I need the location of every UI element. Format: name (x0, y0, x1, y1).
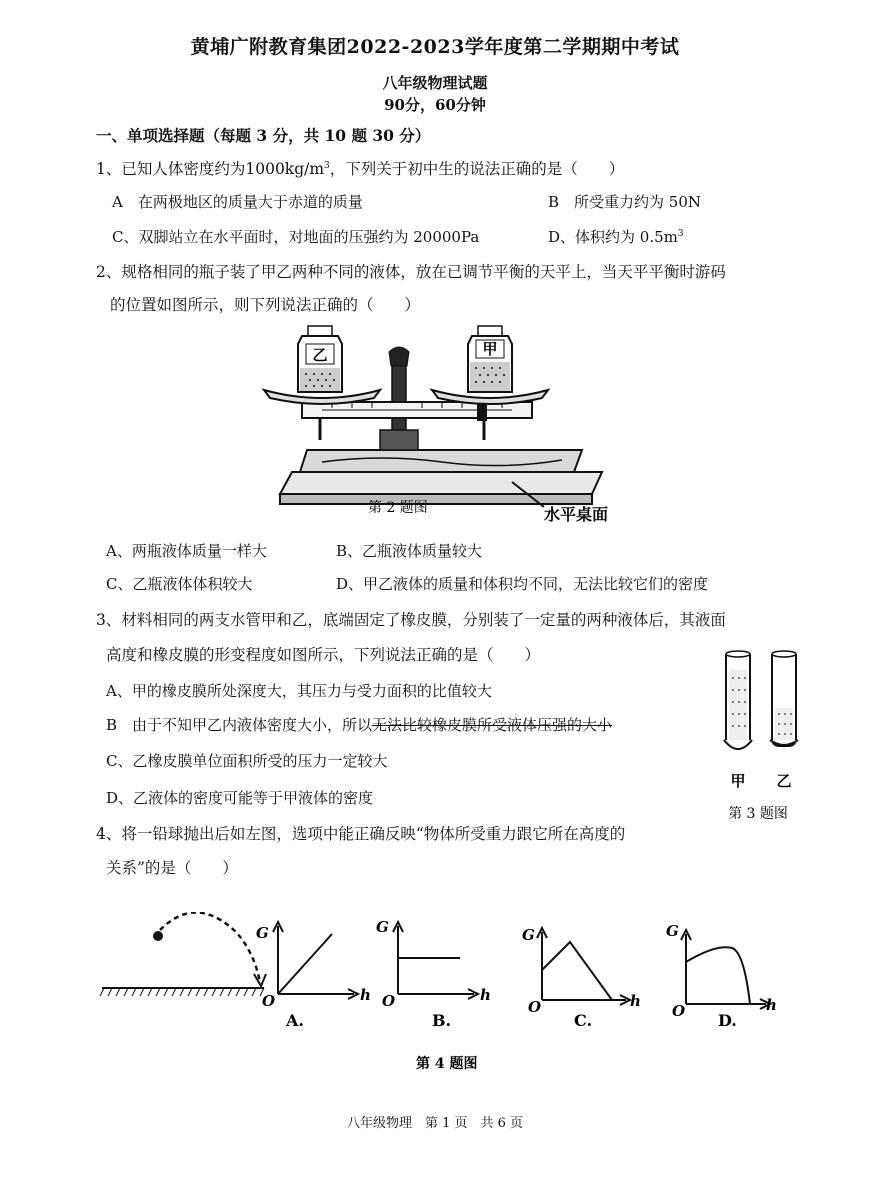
question-1-option-d (548, 226, 684, 247)
question-1-option-d-text: D、体积约为 0.5m (548, 228, 678, 246)
table-surface (280, 472, 602, 494)
balance-figure (262, 322, 632, 532)
bottle-left (298, 326, 342, 392)
question-2-option-b: B、乙瓶液体质量较大 (336, 542, 483, 560)
question-3-stem-line1: 3、材料相同的两支水管甲和乙，底端固定了橡皮膜，分别装了一定量的两种液体后，其液面 (96, 611, 726, 629)
graph-c-axis-y: G (522, 926, 535, 944)
graph-a-axis-y: G (256, 924, 269, 942)
graph-d-origin: O (672, 1002, 686, 1020)
question-1-stem-sup: 3 (324, 160, 330, 171)
exam-subtitle: 八年级物理试题 (382, 74, 488, 92)
question-2-option-a: A、两瓶液体质量一样大 (106, 542, 267, 560)
graph-d-axis-y: G (666, 922, 679, 940)
throw-scene (100, 912, 266, 996)
balance-pointer-top (389, 347, 409, 366)
question-3-stem-line2: 高度和橡皮膜的形变程度如图所示，下列说法正确的是（ ） (106, 646, 541, 664)
question-1-option-b: B 所受重力约为 50N (548, 193, 702, 211)
tube-right (770, 651, 798, 746)
figure-3-caption: 第 3 题图 (728, 806, 788, 822)
graph-b-origin: O (382, 992, 396, 1010)
shot-put-ball (153, 931, 163, 941)
balance-base (300, 450, 582, 472)
graph-a-curve (278, 934, 332, 994)
exam-score-time: 90分，60分钟 (384, 96, 486, 114)
bottle-right-label: 甲 (482, 340, 498, 358)
graph-b-axis-y: G (376, 918, 389, 936)
graph-a (256, 922, 371, 1030)
bottle-left-label: 乙 (312, 346, 328, 364)
graph-a-origin: O (262, 992, 276, 1010)
tube-left-membrane (724, 740, 752, 749)
tubes-figure (716, 648, 816, 826)
question-1-option-d-sup: 3 (677, 229, 684, 239)
question-1-option-a: A 在两极地区的质量大于赤道的质量 (112, 193, 363, 211)
question-2-stem-line1: 2、规格相同的瓶子装了甲乙两种不同的液体，放在已调节平衡的天平上，当天平平衡时游码 (96, 263, 726, 281)
table-edge (280, 494, 592, 504)
graph-c-origin: O (528, 998, 542, 1016)
question-3-option-a: A、甲的橡皮膜所处深度大，其压力与受力面积的比值较大 (106, 682, 492, 700)
question-3-option-b-text: B 由于不知甲乙内液体密度大小，所以 (106, 716, 373, 734)
question-2-option-d: D、甲乙液体的质量和体积均不同，无法比较它们的密度 (336, 575, 709, 593)
table-label: 水平桌面 (544, 505, 609, 524)
graph-a-axis-x: h (360, 986, 371, 1004)
graph-c-curve (542, 942, 612, 1000)
question-3-option-b-strikethrough: 无法比较橡皮膜所受液体压强的大小 (372, 716, 613, 734)
tube-left (724, 651, 752, 749)
question-1-option-c: C、双脚站立在水平面时，对地面的压强约为 20000Pa (112, 228, 480, 246)
question-1-stem-post: ，下列关于初中生的说法正确的是（ ） (329, 160, 625, 178)
question-3-option-b (106, 714, 612, 735)
ground-hatching (100, 988, 264, 996)
tube-right-label: 乙 (776, 772, 792, 790)
question-4-stem-line1: 4、将一铅球抛出后如左图，选项中能正确反映“物体所受重力跟它所在高度的 (96, 825, 626, 843)
graph-d-curve (686, 947, 750, 1004)
graph-b (376, 918, 491, 1030)
page-footer: 八年级物理 第 1 页 共 6 页 (346, 1116, 524, 1131)
figure-4-caption: 第 4 题图 (416, 1056, 478, 1072)
question-1-stem (96, 157, 624, 179)
tube-left-label: 甲 (730, 772, 746, 790)
graph-d-label: D. (718, 1011, 737, 1030)
graph-c-axis-x: h (630, 992, 641, 1010)
graph-b-label: B. (432, 1011, 452, 1030)
question-4-stem-line2: 关系”的是（ ） (106, 859, 238, 877)
graph-a-label: A. (286, 1011, 304, 1030)
trajectory-arrow (254, 974, 266, 986)
graph-c-label: C. (574, 1011, 593, 1030)
question-2-stem-line2: 的位置如图所示，则下列说法正确的（ ） (110, 296, 421, 314)
question-1-stem-pre: 1、已知人体密度约为1000kg/m (96, 160, 325, 178)
question-3-option-d: D、乙液体的密度可能等于甲液体的密度 (106, 789, 374, 807)
question-2-option-c: C、乙瓶液体体积较大 (106, 575, 253, 593)
graph-d (666, 922, 777, 1030)
bottle-right (468, 326, 512, 392)
gravity-height-figure (96, 912, 796, 1082)
figure-2-caption: 第 2 题图 (368, 500, 428, 516)
graph-d-axis-x: h (766, 996, 777, 1014)
trajectory (160, 912, 260, 982)
graph-b-axis-x: h (480, 986, 491, 1004)
graph-c (522, 926, 641, 1030)
exam-title: 黄埔广附教育集团2022-2023学年度第二学期期中考试 (190, 36, 680, 58)
question-3-option-c: C、乙橡皮膜单位面积所受的压力一定较大 (106, 752, 388, 770)
section-title: 一、单项选择题（每题 3 分，共 10 题 30 分） (96, 126, 431, 145)
